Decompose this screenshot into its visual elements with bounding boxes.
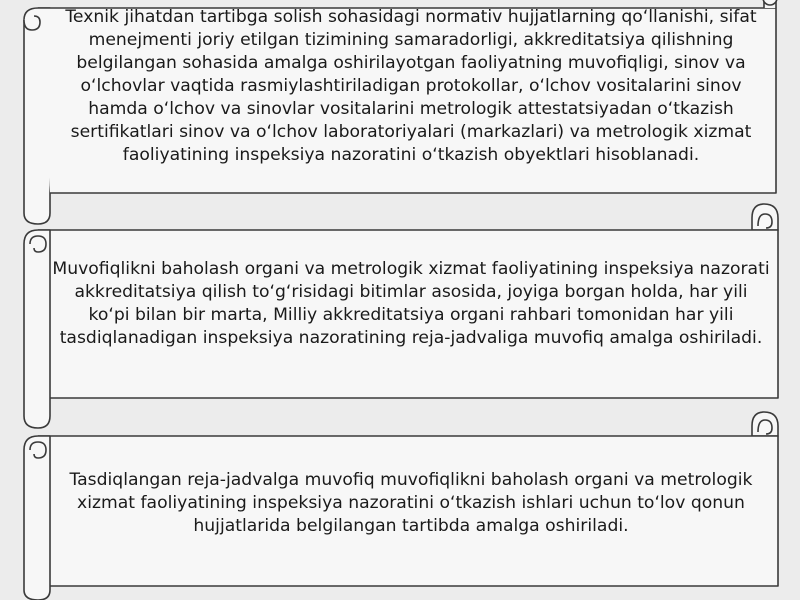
scroll-1-text: Texnik jihatdan tartibga solish sohasidagi normativ hujjatlarning qo‘llanishi, sifat menejmenti joriy etilgan tizimining samaradorligi, akkreditatsiya qilishning belgilangan sohasida amalga oshirilayotgan faoliyatning muvofiqligi, sinov va o‘lchovlar vaqtida rasmiylashtiriladigan protokollar, o‘lchov vositalarini sinov hamda o‘lchov va sinovlar vositalarini metrologik attestatsiyadan o‘tkazish sertifikatlari sinov va o‘lchov laboratoriyalari (markazlari) va metrologik xizmat faoliyatining inspeksiya nazoratini o‘tkazish obyektlari hisoblanadi. <box>65 7 757 165</box>
scroll-3-text: Tasdiqlangan reja-jadvalga muvofiq muvofiqlikni baholash organi va metrologik xizmat faoliyatining inspeksiya nazoratini o‘tkazish ishlari uchun to‘lov qonun hujjatlarida belgilangan tartibda amalga oshiriladi. <box>69 470 753 536</box>
scroll-2-text: Muvofiqlikni baholash organi va metrologik xizmat faoliyatining inspeksiya nazorati akkreditatsiya qilish to‘g‘risidagi bitimlar asosida, joyiga borgan holda, har yili ko‘pi bilan bir marta, Milliy akkreditatsiya organi rahbari tomonidan har yili tasdiqlanadigan inspeksiya nazoratining reja-jadvaliga muvofiq amalga oshiriladi. <box>52 259 770 348</box>
